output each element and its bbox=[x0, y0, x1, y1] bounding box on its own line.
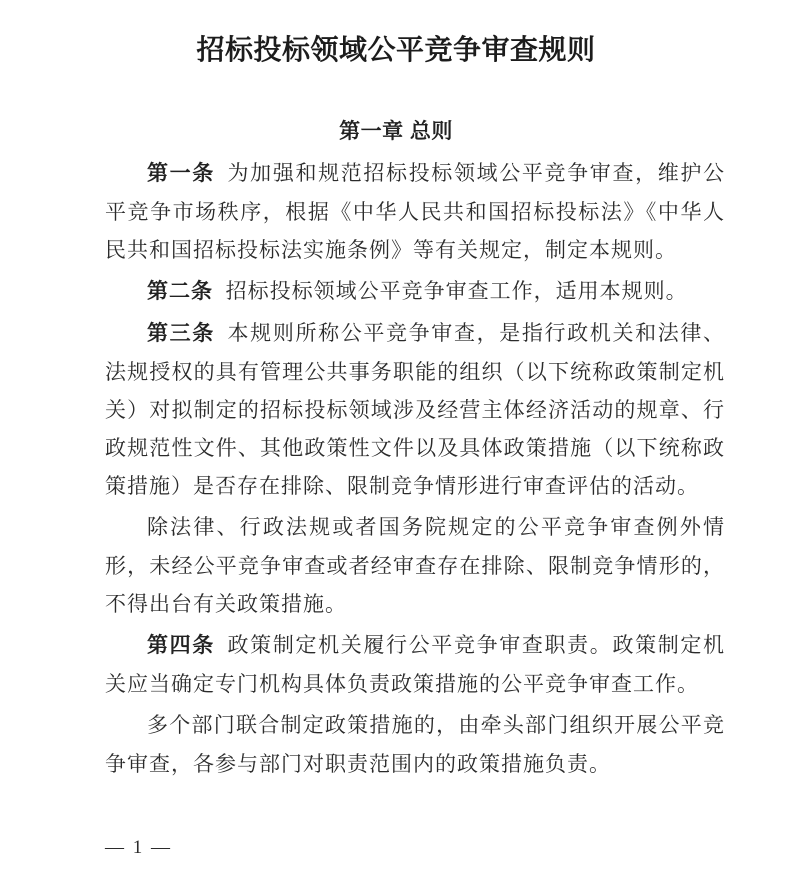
paragraph-article-4 bbox=[105, 626, 725, 703]
article-label: 第三条 bbox=[147, 322, 215, 345]
article-label: 第四条 bbox=[147, 634, 215, 657]
paragraph-article-2 bbox=[105, 272, 725, 311]
paragraph-article-1 bbox=[105, 154, 725, 269]
article-label: 第二条 bbox=[147, 280, 213, 303]
document-body bbox=[105, 154, 725, 783]
article-text: 除法律、行政法规或者国务院规定的公平竞争审查例外情形，未经公平竞争审查或者经审查存在排除、限制竞争情形的，不得出台有关政策措施。 bbox=[105, 515, 725, 616]
paragraph-article-4-continued bbox=[105, 706, 725, 783]
document-title: 招标投标领域公平竞争审查规则 bbox=[196, 35, 596, 66]
paragraph-article-3-continued bbox=[105, 508, 725, 623]
article-text: 多个部门联合制定政策措施的，由牵头部门组织开展公平竞争审查，各参与部门对职责范围内的政策措施负责。 bbox=[105, 713, 725, 776]
article-label: 第一条 bbox=[147, 162, 215, 185]
article-text: 为加强和规范招标投标领域公平竞争审查，维护公平竞争市场秩序，根据《中华人民共和国招标投标法》《中华人民共和国招标投标法实施条例》等有关规定，制定本规则。 bbox=[105, 161, 726, 262]
chapter-heading: 第一章 总则 bbox=[339, 120, 453, 143]
page-number: — 1 — bbox=[105, 837, 172, 858]
article-text: 招标投标领域公平竞争审查工作，适用本规则。 bbox=[225, 279, 688, 303]
article-text: 本规则所称公平竞争审查，是指行政机关和法律、法规授权的具有管理公共事务职能的组织（以下统称政策制定机关）对拟制定的招标投标领域涉及经营主体经济活动的规章、行政规范性文件、其他政策性文件以及具体政策措施（以下统称政策措施）是否存在排除、限制竞争情形进行审查评估的活动。 bbox=[105, 321, 726, 498]
article-text: 政策制定机关履行公平竞争审查职责。政策制定机关应当确定专门机构具体负责政策措施的公平竞争审查工作。 bbox=[105, 633, 726, 696]
paragraph-article-3 bbox=[105, 314, 725, 505]
